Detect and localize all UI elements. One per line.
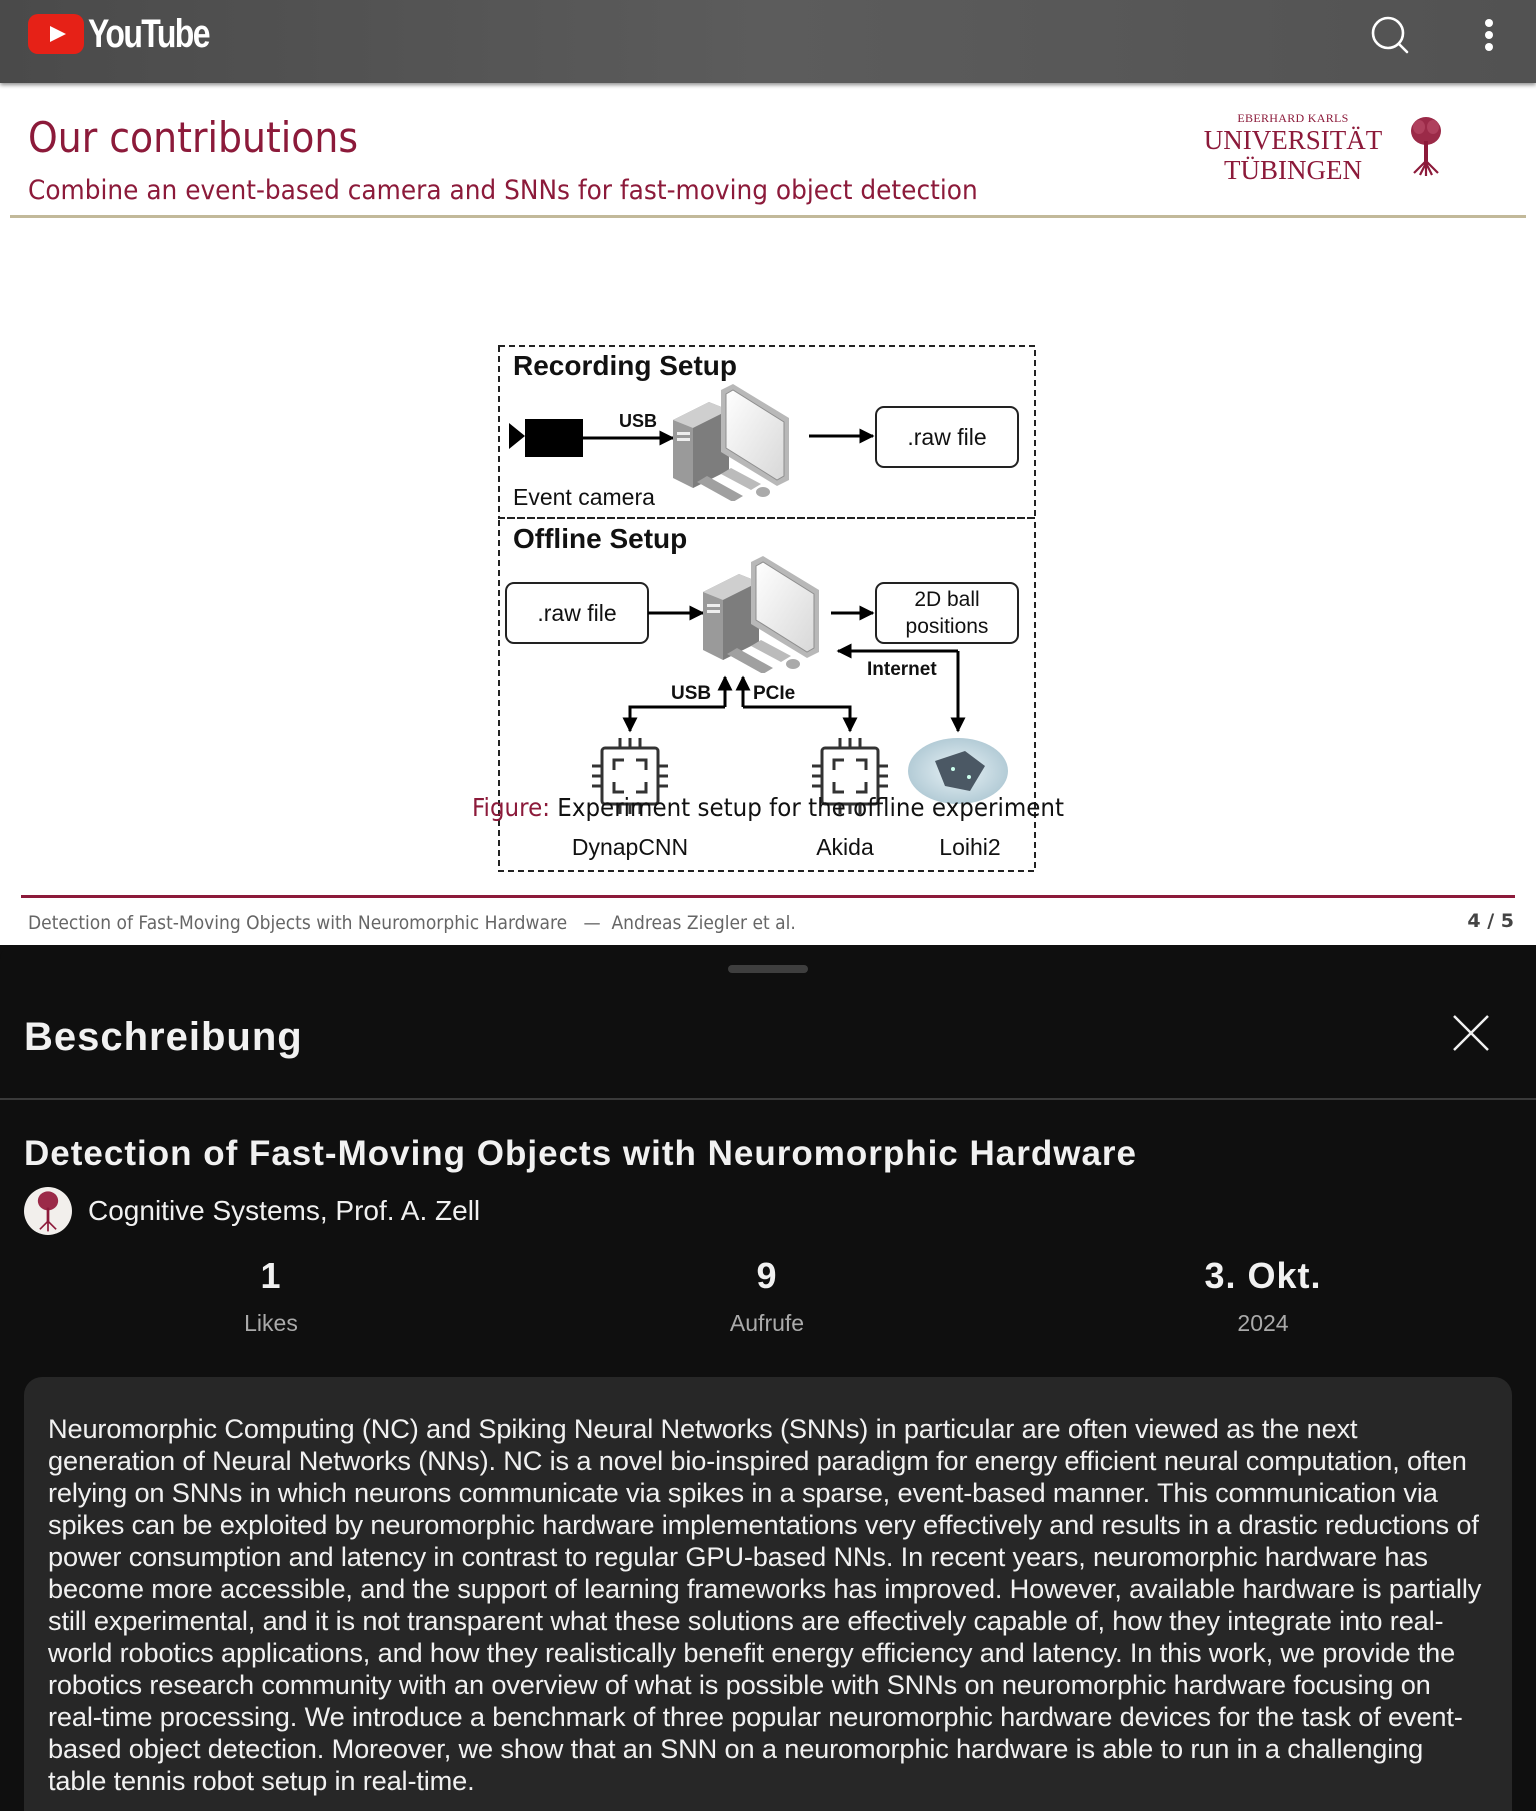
device-label-loihi2: Loihi2 [939, 834, 1001, 860]
sheet-title: Beschreibung [24, 1015, 303, 1059]
slide-footer-author: Andreas Ziegler et al. [611, 912, 796, 934]
figure-caption-label: Figure: [472, 793, 550, 822]
slide-footer-rule [21, 895, 1515, 898]
device-label-dynapcnn: DynapCNN [571, 834, 689, 860]
upload-year: 2024 [1237, 1310, 1289, 1336]
university-logo-line1: UNIVERSITÄT [1203, 125, 1383, 155]
sheet-divider [0, 1098, 1536, 1100]
figure-caption-text: Experiment setup for the offline experiment [557, 793, 1064, 822]
slide-subtitle: Combine an event-based camera and SNNs for fast-moving object detection [28, 175, 978, 206]
sheet-drag-handle[interactable] [728, 965, 808, 973]
description-sheet [0, 945, 1536, 1811]
likes-label: Likes [244, 1310, 298, 1336]
experiment-setup-diagram [495, 261, 1040, 876]
views-label: Aufrufe [729, 1310, 805, 1336]
youtube-logo[interactable] [28, 11, 239, 56]
search-button[interactable] [1368, 14, 1414, 60]
stat-views [617, 1255, 917, 1337]
slide-footer-separator: — [583, 912, 601, 934]
close-button[interactable] [1448, 1010, 1494, 1056]
recording-computer-icon [673, 384, 789, 502]
event-camera-icon [525, 419, 583, 457]
usb-connection-label: USB [671, 683, 712, 704]
stat-date [1113, 1255, 1413, 1337]
channel-row[interactable] [24, 1187, 480, 1235]
ball-positions-label-line1: 2D ball [914, 588, 980, 611]
usb-label: USB [619, 411, 658, 431]
slide-title: Our contributions [28, 113, 359, 162]
university-logo-line2: TÜBINGEN [1224, 155, 1362, 185]
video-player-slide[interactable] [0, 83, 1536, 945]
offline-computer-icon [703, 556, 819, 674]
raw-file-output-label: .raw file [907, 424, 987, 450]
university-logo-small-text: EBERHARD KARLS [1237, 111, 1349, 125]
university-logo-text [1190, 111, 1396, 185]
university-logo [1190, 111, 1452, 187]
slide-footer [28, 911, 796, 935]
channel-avatar[interactable] [24, 1187, 72, 1235]
slide-header-rule [10, 215, 1526, 218]
more-options-button[interactable] [1466, 14, 1512, 60]
brand-name: YouTube [88, 11, 209, 56]
offline-setup-heading: Offline Setup [513, 523, 688, 554]
description-text: Neuromorphic Computing (NC) and Spiking Neural Networks (SNNs) in particular are often viewed as the next generation of Neural Networks (NNs). NC is a novel bio-inspired paradigm for energy efficient neural computation, often relying on SNNs in which neurons communicate via spikes in a sparse, event-based manner. This communication via spikes can be exploited by neuromorphic hardware implementations very effectively and results in a drastic reductions of power consumption and latency in contrast to regular GPU-based NNs. In recent years, neuromorphic hardware has become more accessible, and the support of learning frameworks has improved. However, available hardware is partially still experimental, and it is not transparent what these solutions are effectively capable of, how they integrate into real-world robotics applications, and how they realistically benefit energy efficiency and latency. In this work, we provide the robotics research community with an overview of what is possible with SNNs on neuromorphic hardware focusing on real-time processing. We introduce a benchmark of three popular neuromorphic hardware devices for the task of event-based object detection. Moreover, we show that an SNN on a neuromorphic hardware is able to run in a challenging table tennis robot setup in real-time. [48, 1413, 1482, 1796]
top-app-bar [0, 0, 1536, 83]
description-box [24, 1377, 1512, 1811]
video-title: Detection of Fast-Moving Objects with Neuromorphic Hardware [24, 1134, 1138, 1173]
tree-emblem-icon [32, 1190, 64, 1232]
search-icon [1368, 14, 1414, 60]
youtube-play-icon [28, 14, 84, 54]
likes-count: 1 [260, 1255, 282, 1296]
figure-caption [61, 793, 1474, 823]
views-count: 9 [756, 1255, 778, 1296]
slide-page-number: 4 / 5 [1467, 910, 1514, 932]
event-camera-lens-icon [509, 423, 525, 449]
internet-label: Internet [867, 659, 937, 680]
more-vertical-icon [1466, 14, 1512, 60]
device-label-akida: Akida [816, 834, 874, 860]
channel-name[interactable]: Cognitive Systems, Prof. A. Zell [88, 1195, 481, 1226]
tree-emblem-icon [1406, 115, 1446, 177]
ball-positions-label-line2: positions [905, 615, 989, 638]
event-camera-label: Event camera [513, 484, 655, 510]
upload-date: 3. Okt. [1204, 1255, 1322, 1296]
recording-setup-heading: Recording Setup [513, 350, 738, 381]
close-icon [1448, 1010, 1494, 1056]
pcie-connection-label: PCIe [753, 683, 796, 704]
raw-file-input-label: .raw file [537, 600, 617, 626]
slide-footer-title: Detection of Fast-Moving Objects with Neuromorphic Hardware [28, 912, 568, 934]
stat-likes [121, 1255, 421, 1337]
